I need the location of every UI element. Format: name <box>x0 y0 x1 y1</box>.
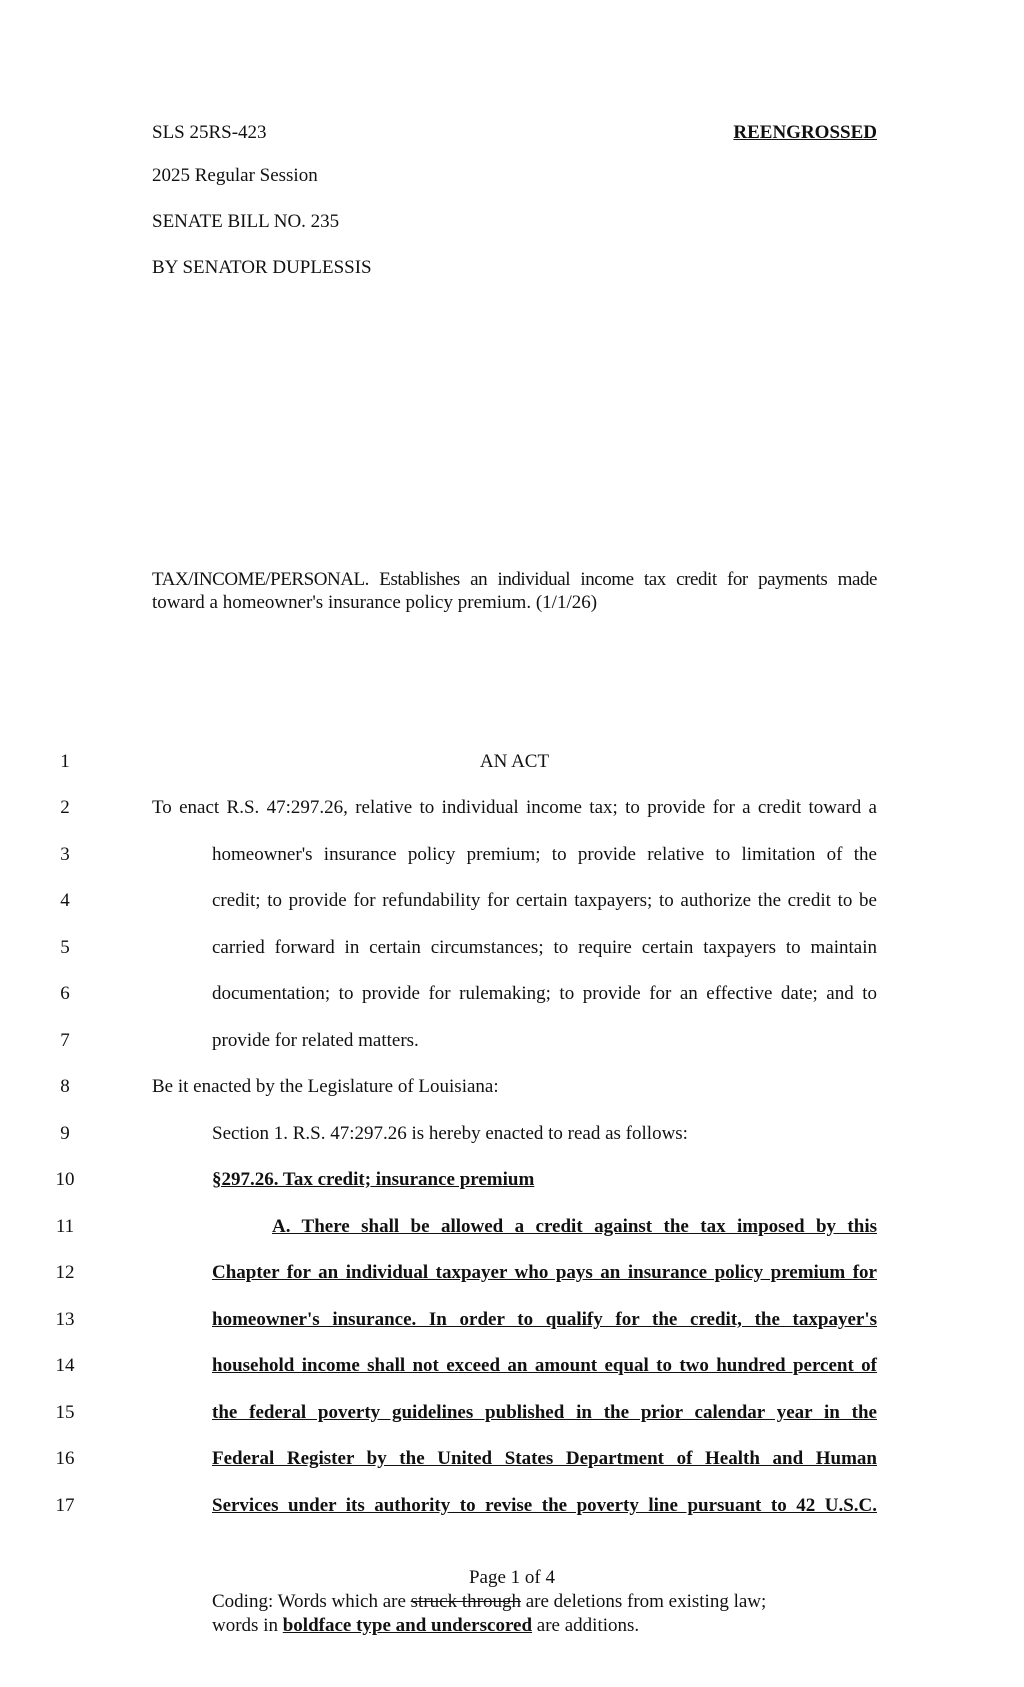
words-line <box>212 1615 639 1637</box>
section-heading: §297.26. Tax credit; insurance premium <box>212 1169 535 1190</box>
line-number: 3 <box>60 844 70 865</box>
words-prefix: words in <box>212 1615 278 1636</box>
bill-number: SENATE BILL NO. 235 <box>152 211 340 232</box>
line-number: 5 <box>60 937 70 958</box>
act-title: AN ACT <box>479 751 550 772</box>
line-number: 1 <box>60 751 70 772</box>
session: 2025 Regular Session <box>152 165 318 186</box>
line-number: 15 <box>55 1402 75 1423</box>
line-number: 17 <box>55 1495 75 1516</box>
line-number: 4 <box>60 890 70 911</box>
page-number: Page 1 of 4 <box>468 1567 555 1588</box>
line-number: 14 <box>55 1355 75 1376</box>
line-number: 2 <box>60 797 70 818</box>
coding-line <box>212 1591 766 1613</box>
line-number: 12 <box>55 1262 75 1283</box>
body-line-bold: homeowner's insurance. In order to qualify for the credit, the taxpayer's <box>212 1309 877 1330</box>
line-number: 7 <box>60 1030 70 1051</box>
coding-prefix: Coding: Words which are <box>212 1591 406 1612</box>
words-bold: boldface type and underscored <box>282 1615 533 1636</box>
body-line-bold: the federal poverty guidelines published in the prior calendar year in the <box>212 1402 877 1423</box>
coding-struck: struck through <box>410 1591 521 1612</box>
words-suffix: are additions. <box>536 1615 640 1636</box>
line-number: 8 <box>60 1076 70 1097</box>
line-number: 10 <box>55 1169 75 1190</box>
digest-line-2: toward a homeowner's insurance policy premium. (1/1/26) <box>152 592 598 613</box>
body-line-bold: Federal Register by the United States Department of Health and Human <box>212 1448 877 1469</box>
bill-author: BY SENATOR DUPLESSIS <box>152 257 372 278</box>
body-line: homeowner's insurance policy premium; to provide relative to limitation of the <box>212 844 877 865</box>
coding-suffix: are deletions from existing law; <box>525 1591 767 1612</box>
digest-line-1: TAX/INCOME/PERSONAL. Establishes an individual income tax credit for payments made <box>152 569 877 590</box>
bill-digest <box>152 568 877 614</box>
line-number: 9 <box>60 1123 70 1144</box>
body-line-bold: Chapter for an individual taxpayer who pays an insurance policy premium for <box>212 1262 877 1283</box>
body-line: documentation; to provide for rulemaking; to provide for an effective date; and to <box>212 983 877 1004</box>
body-line: credit; to provide for refundability for certain taxpayers; to authorize the credit to be <box>212 890 877 911</box>
status-reengrossed: REENGROSSED <box>733 122 877 143</box>
line-number: 11 <box>55 1216 75 1237</box>
line-number: 16 <box>55 1448 75 1469</box>
body-line: provide for related matters. <box>212 1030 419 1051</box>
body-line: carried forward in certain circumstances; to require certain taxpayers to maintain <box>212 937 877 958</box>
line-number: 6 <box>60 983 70 1004</box>
line-number: 13 <box>55 1309 75 1330</box>
body-line-bold: A. There shall be allowed a credit against the tax imposed by this <box>272 1216 877 1237</box>
section-line: Section 1. R.S. 47:297.26 is hereby enacted to read as follows: <box>212 1123 688 1144</box>
body-line: To enact R.S. 47:297.26, relative to individual income tax; to provide for a credit toward a <box>152 797 877 818</box>
body-line-bold: Services under its authority to revise the poverty line pursuant to 42 U.S.C. <box>212 1495 877 1516</box>
body-line-bold: household income shall not exceed an amount equal to two hundred percent of <box>212 1355 877 1376</box>
enacting-clause: Be it enacted by the Legislature of Louisiana: <box>152 1076 499 1097</box>
sls-number: SLS 25RS-423 <box>152 122 267 143</box>
